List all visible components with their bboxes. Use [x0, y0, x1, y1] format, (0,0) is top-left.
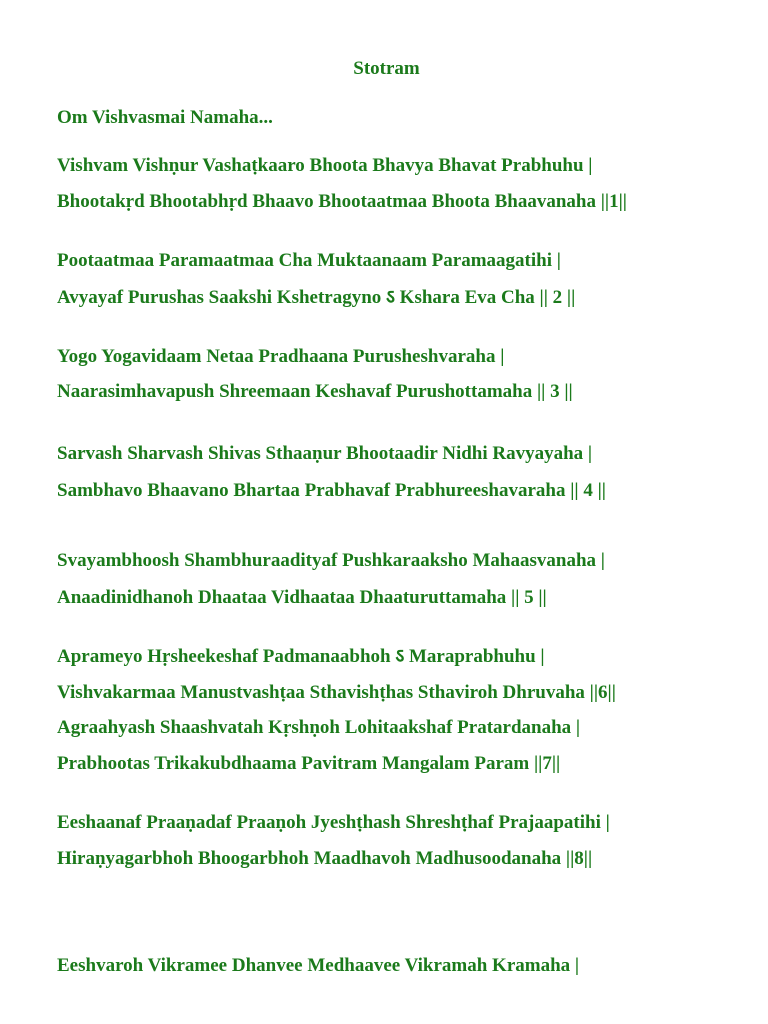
verse-line: Yogo Yogavidaam Netaa Pradhaana Purusheshvaraha |	[57, 346, 505, 367]
verse-line: Anaadinidhanoh Dhaataa Vidhaataa Dhaaturuttamaha || 5 ||	[57, 587, 547, 608]
verse-line: Aprameyo Hṛsheekeshaf Padmanaabhoh ऽ Maraprabhuhu |	[57, 646, 545, 667]
verse-line: Prabhootas Trikakubdhaama Pavitram Mangalam Param ||7||	[57, 753, 561, 774]
verse-line: Vishvakarmaa Manustvashṭaa Sthavishṭhas Sthaviroh Dhruvaha ||6||	[57, 682, 616, 703]
verse-line: Naarasimhavapush Shreemaan Keshavaf Purushottamaha || 3 ||	[57, 381, 573, 402]
verse-line: Pootaatmaa Paramaatmaa Cha Muktaanaam Paramaagatihi |	[57, 250, 561, 271]
verse-line: Agraahyash Shaashvatah Kṛshṇoh Lohitaakshaf Pratardanaha |	[57, 717, 581, 738]
page-title: Stotram	[353, 58, 420, 79]
verse-line: Vishvam Vishṇur Vashaṭkaaro Bhoota Bhavya Bhavat Prabhuhu |	[57, 155, 593, 176]
verse-line: Hiraṇyagarbhoh Bhoogarbhoh Maadhavoh Madhusoodanaha ||8||	[57, 848, 593, 869]
verse-line: Sambhavo Bhaavano Bhartaa Prabhavaf Prabhureeshavaraha || 4 ||	[57, 480, 606, 501]
verse-line: Svayambhoosh Shambhuraadityaf Pushkaraaksho Mahaasvanaha |	[57, 550, 605, 571]
verse-line: Eeshvaroh Vikramee Dhanvee Medhaavee Vikramah Kramaha |	[57, 955, 580, 976]
verse-line: Eeshaanaf Praaṇadaf Praaṇoh Jyeshṭhash Shreshṭhaf Prajaapatihi |	[57, 812, 610, 833]
verse-line: Sarvash Sharvash Shivas Sthaaṇur Bhootaadir Nidhi Ravyayaha |	[57, 443, 593, 464]
verse-line: Bhootakṛd Bhootabhṛd Bhaavo Bhootaatmaa Bhoota Bhaavanaha ||1||	[57, 191, 627, 212]
intro-line: Om Vishvasmai Namaha...	[57, 107, 273, 128]
verse-line: Avyayaf Purushas Saakshi Kshetragyno ऽ Kshara Eva Cha || 2 ||	[57, 287, 576, 308]
